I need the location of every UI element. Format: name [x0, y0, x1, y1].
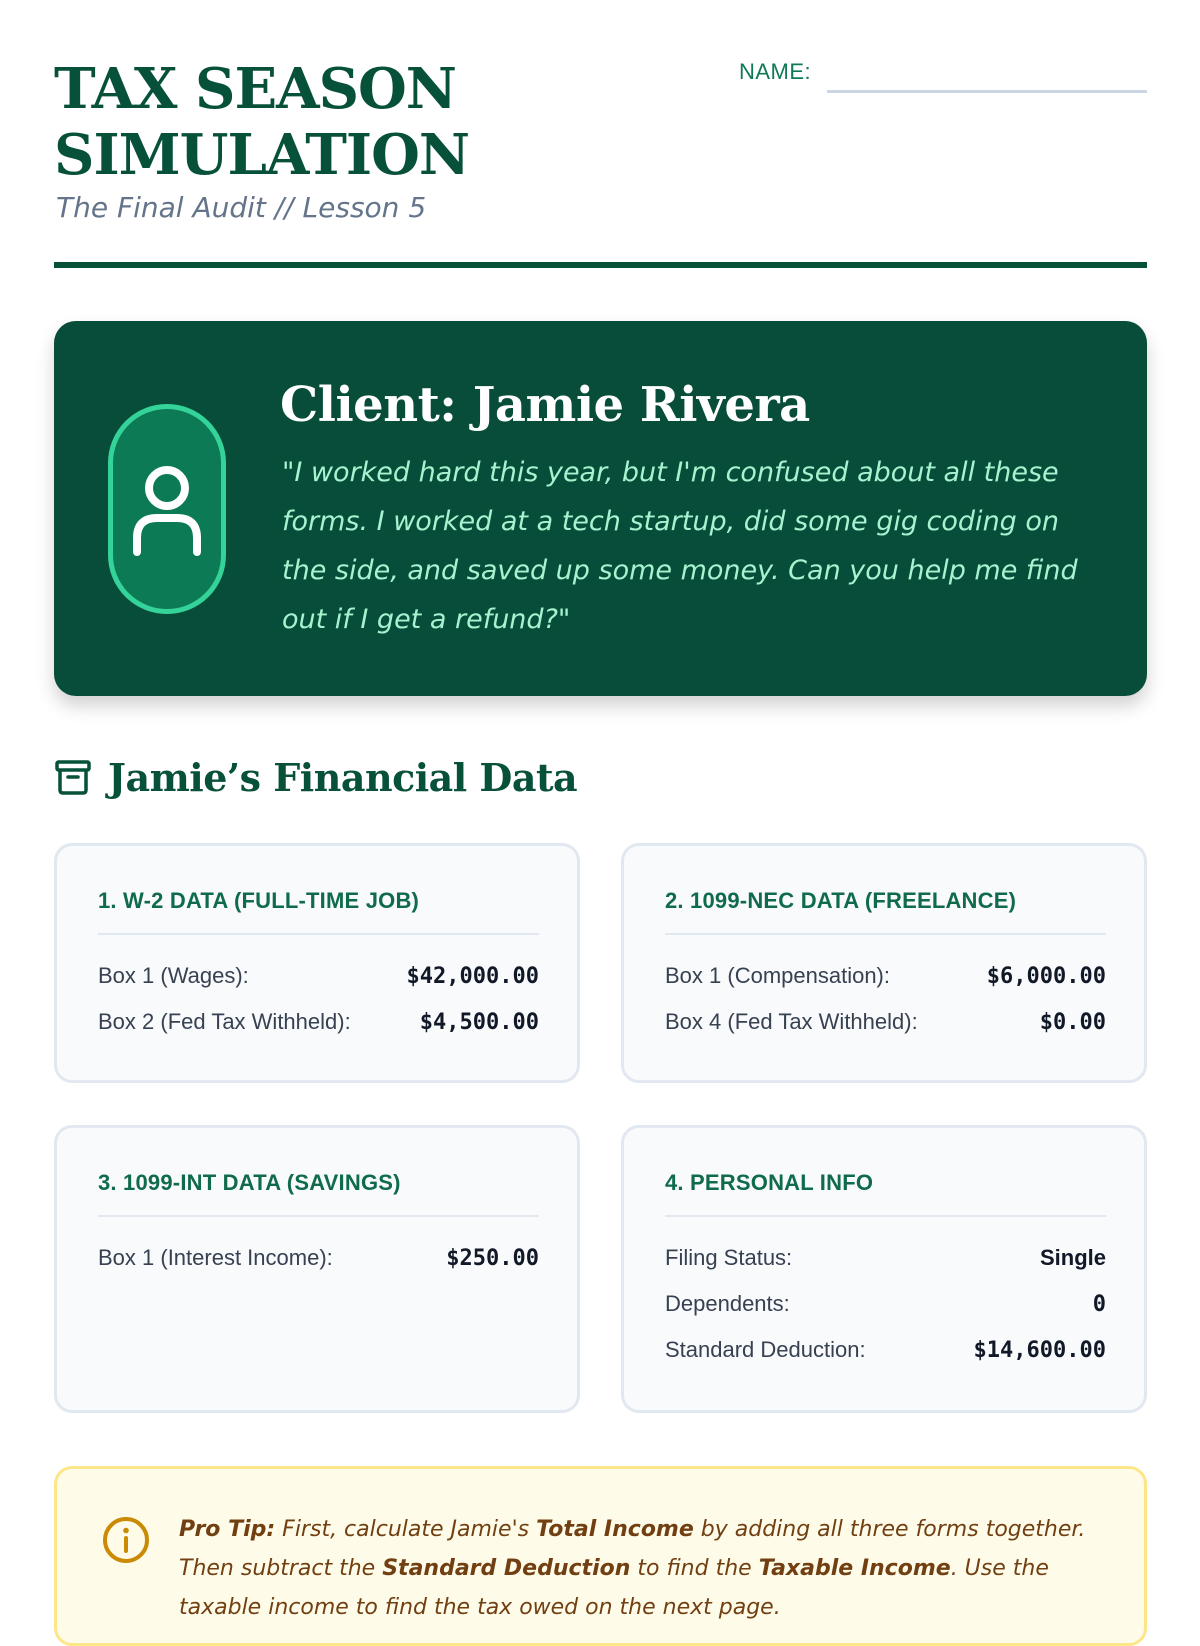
data-row	[98, 1243, 539, 1273]
pro-tip-box	[54, 1466, 1147, 1646]
pro-tip-text	[179, 1510, 1109, 1627]
data-row	[665, 1335, 1106, 1365]
page-header	[54, 0, 1147, 268]
tip-term-standard-deduction: Standard Deduction	[382, 1556, 631, 1581]
row-value: $4,500.00	[419, 1009, 539, 1035]
client-card	[54, 321, 1147, 696]
title-line-2: SIMULATION	[54, 122, 470, 188]
tip-text-2: by adding all three forms together. Then subtract the	[179, 1517, 1086, 1581]
page-title	[54, 56, 469, 188]
name-label: NAME:	[739, 59, 812, 84]
info-icon	[101, 1515, 151, 1565]
row-label: Box 4 (Fed Tax Withheld):	[665, 1009, 918, 1034]
tip-term-total-income: Total Income	[536, 1517, 694, 1542]
data-row	[665, 1289, 1106, 1319]
data-row	[665, 961, 1106, 991]
tip-text-1: First, calculate Jamie's	[275, 1517, 537, 1542]
data-row	[98, 1007, 539, 1037]
card-title: 3. 1099-INT DATA (SAVINGS)	[98, 1170, 401, 1195]
row-label: Box 1 (Interest Income):	[98, 1245, 333, 1270]
row-value: Single	[1039, 1245, 1106, 1270]
card-divider	[665, 1215, 1106, 1217]
1099-nec-data-card	[621, 843, 1147, 1083]
card-title: 4. PERSONAL INFO	[665, 1170, 874, 1195]
section-title: Jamie’s Financial Data	[108, 754, 578, 800]
w2-data-card	[54, 843, 580, 1083]
1099-int-data-card	[54, 1125, 580, 1413]
data-row	[665, 1007, 1106, 1037]
tip-text-3: to find the	[630, 1556, 759, 1581]
personal-info-card	[621, 1125, 1147, 1413]
name-field-line[interactable]	[827, 90, 1147, 93]
row-label: Filing Status:	[665, 1245, 793, 1270]
card-divider	[98, 933, 539, 935]
row-value: 0	[1092, 1291, 1106, 1317]
tip-lead: Pro Tip:	[179, 1517, 276, 1542]
card-title: 2. 1099-NEC DATA (FREELANCE)	[665, 888, 1017, 913]
row-label: Box 1 (Wages):	[98, 963, 249, 988]
tip-term-taxable-income: Taxable Income	[758, 1556, 951, 1581]
row-value: $6,000.00	[986, 963, 1106, 989]
title-line-1: TAX SEASON	[54, 56, 456, 122]
page-subtitle: The Final Audit // Lesson 5	[56, 191, 427, 224]
client-name: Client: Jamie Rivera	[280, 377, 810, 433]
worksheet-page	[54, 0, 1147, 1620]
row-value: $42,000.00	[406, 963, 539, 989]
client-quote: "I worked hard this year, but I'm confused about all these forms. I worked at a tech startup, did some gig coding on the side, and saved up some money. Can you help me find out if I get a refund?"	[282, 457, 1078, 635]
row-label: Standard Deduction:	[665, 1337, 866, 1362]
card-title: 1. W-2 DATA (FULL-TIME JOB)	[98, 888, 420, 913]
data-row	[665, 1243, 1106, 1273]
row-value: $14,600.00	[973, 1337, 1106, 1363]
row-label: Dependents:	[665, 1291, 790, 1316]
section-heading	[54, 752, 577, 802]
tip-text-4: . Use the taxable income to find the tax owed on the next page.	[179, 1556, 1049, 1620]
row-label: Box 1 (Compensation):	[665, 963, 890, 988]
avatar	[108, 404, 226, 614]
card-divider	[665, 933, 1106, 935]
archive-box-icon	[54, 758, 92, 796]
row-value: $0.00	[1039, 1009, 1106, 1035]
card-divider	[98, 1215, 539, 1217]
row-label: Box 2 (Fed Tax Withheld):	[98, 1009, 351, 1034]
data-row	[98, 961, 539, 991]
user-icon	[131, 464, 203, 556]
row-value: $250.00	[446, 1245, 539, 1271]
